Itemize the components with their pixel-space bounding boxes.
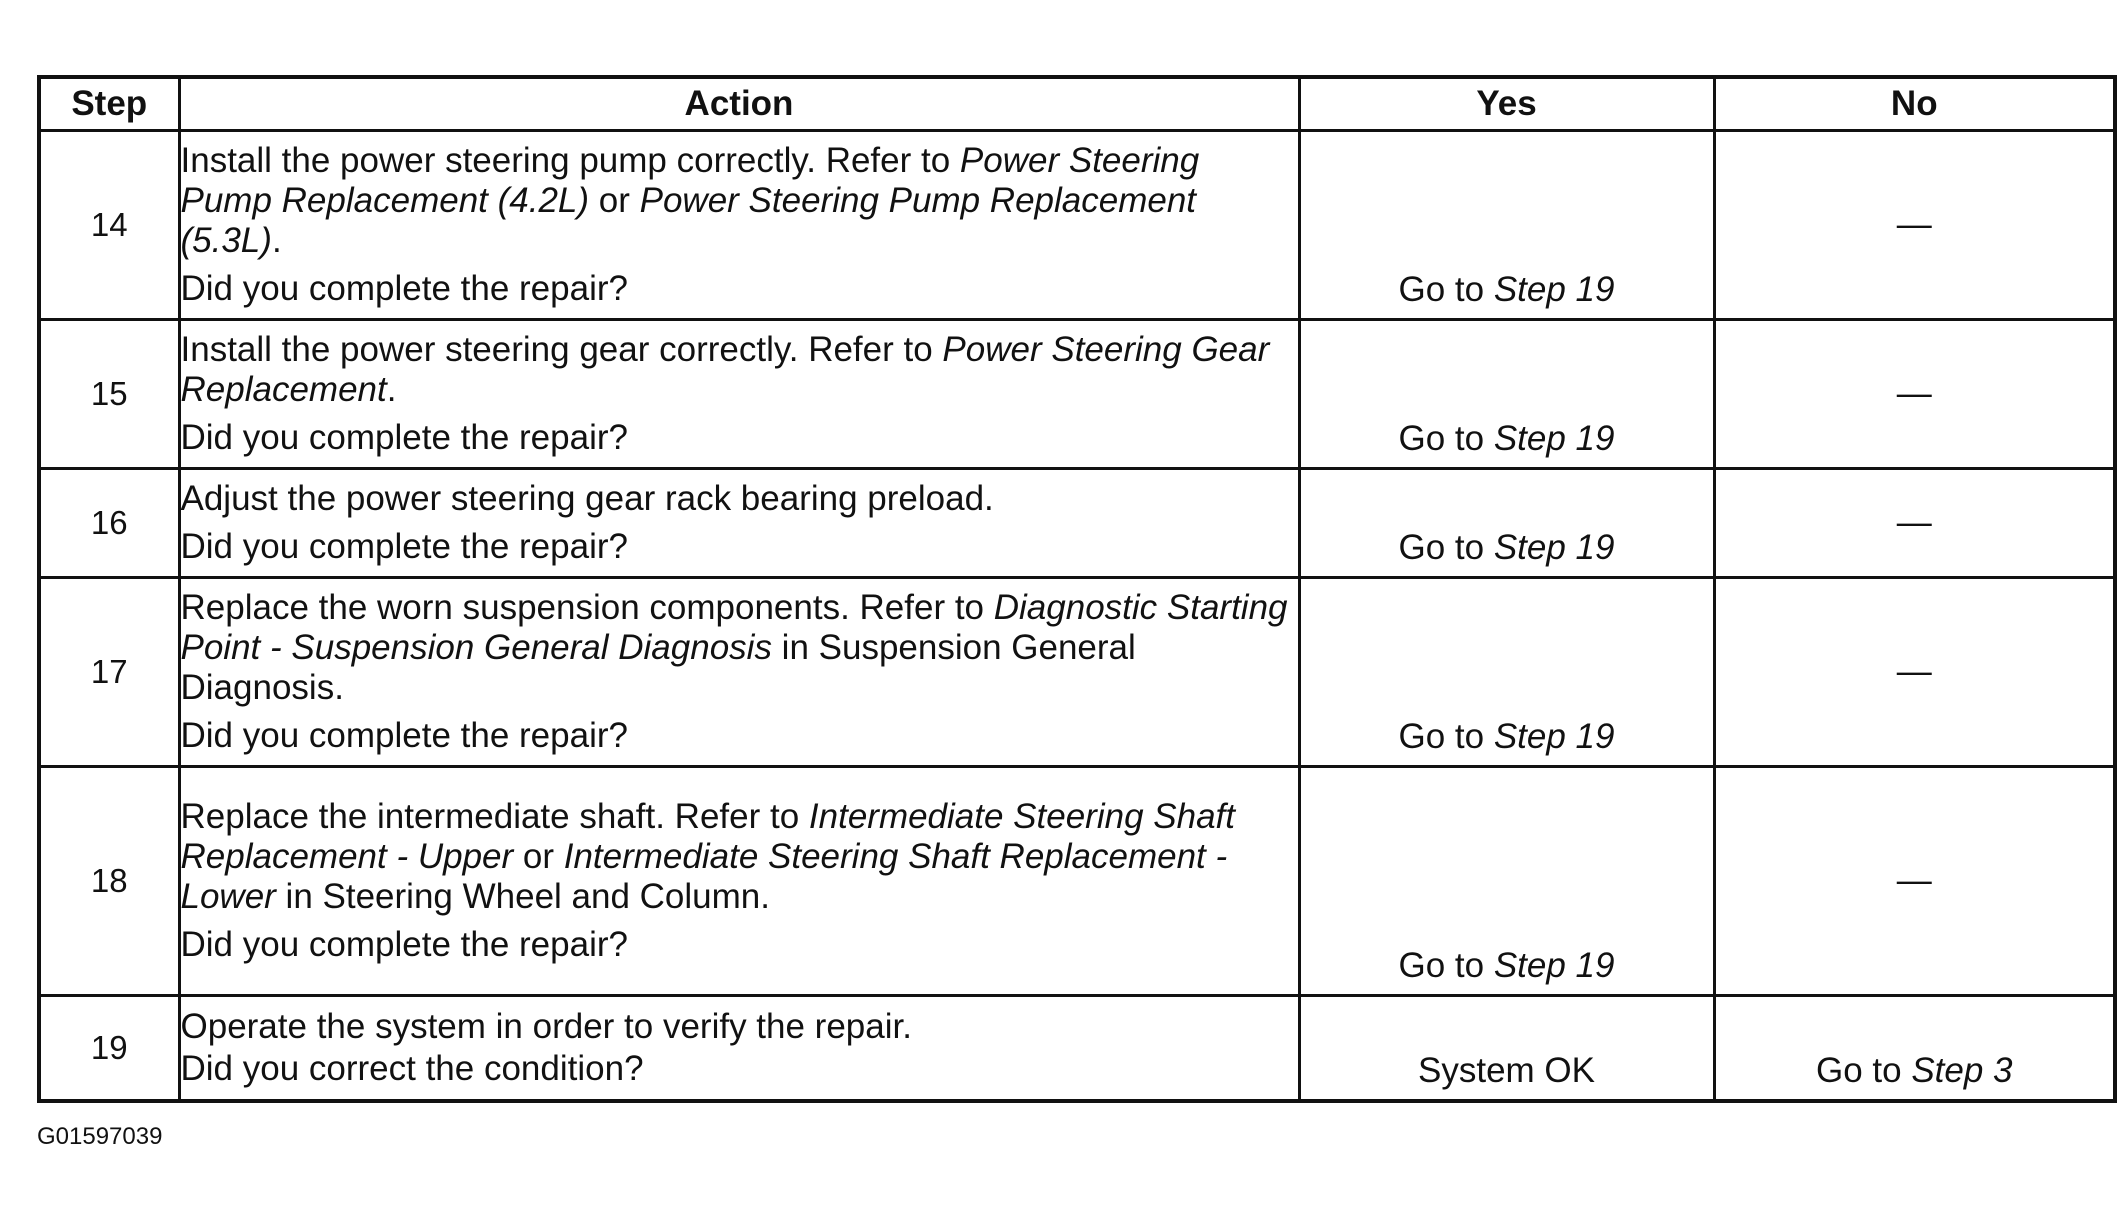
- yes-cell: [1299, 131, 1714, 320]
- action-cell: [179, 131, 1299, 320]
- action-question: Did you complete the repair?: [180, 269, 628, 308]
- table-row: [39, 996, 2115, 1102]
- action-instruction: [181, 588, 1298, 708]
- header-action: Action: [179, 77, 1299, 131]
- no-cell: [1714, 767, 2115, 996]
- action-text: or: [513, 837, 564, 876]
- no-cell: [1714, 131, 2115, 320]
- no-dash: —: [1896, 503, 1932, 542]
- action-text: Install the power steering pump correctly. Refer to: [180, 141, 960, 180]
- action-text: in Suspension General Diagnosis.: [180, 628, 1136, 707]
- goto-prefix: Go to: [1398, 946, 1494, 985]
- goto-prefix: Go to: [1398, 419, 1494, 458]
- action-text: Replace the worn suspension components. Refer to: [180, 588, 994, 627]
- header-no: No: [1714, 77, 2115, 131]
- action-cell: [179, 578, 1299, 767]
- no-dash: —: [1896, 652, 1932, 691]
- table-row: [39, 578, 2115, 767]
- header-step: Step: [39, 77, 179, 131]
- yes-goto: [1301, 717, 1713, 757]
- reference-link[interactable]: Intermediate Steering Shaft Replacement - Upper: [180, 797, 1235, 876]
- step-link[interactable]: Step 19: [1493, 946, 1615, 985]
- action-instruction: [181, 330, 1298, 410]
- goto-prefix: Go to: [1398, 528, 1494, 567]
- action-text: Install the power steering gear correctly. Refer to: [180, 330, 943, 369]
- yes-cell: [1299, 996, 1714, 1102]
- action-cell: [179, 767, 1299, 996]
- no-cell: [1714, 996, 2115, 1102]
- action-question: Did you complete the repair?: [180, 716, 628, 755]
- action-question: Did you complete the repair?: [180, 925, 628, 964]
- action-question: Did you correct the condition?: [180, 1049, 644, 1088]
- no-dash: —: [1896, 861, 1932, 900]
- yes-goto: [1301, 528, 1713, 568]
- step-link[interactable]: Step 19: [1493, 419, 1615, 458]
- no-cell: [1714, 320, 2115, 469]
- yes-result: System OK: [1418, 1051, 1595, 1090]
- reference-link[interactable]: Power Steering Pump Replacement (4.2L): [180, 141, 1200, 220]
- header-row: [39, 77, 2115, 131]
- table-row: [39, 767, 2115, 996]
- yes-goto: [1301, 946, 1713, 986]
- header-yes: Yes: [1299, 77, 1714, 131]
- goto-prefix: Go to: [1398, 717, 1494, 756]
- step-number: 18: [39, 767, 179, 996]
- no-dash: —: [1896, 374, 1932, 413]
- reference-link[interactable]: Power Steering Gear Replacement: [180, 330, 1270, 409]
- no-cell: [1714, 469, 2115, 578]
- table-row: [39, 131, 2115, 320]
- action-cell: [179, 469, 1299, 578]
- figure-id: G01597039: [37, 1123, 163, 1150]
- action-text: in Steering Wheel and Column.: [275, 877, 770, 916]
- action-instruction: [181, 797, 1298, 917]
- no-goto: [1716, 1051, 2114, 1091]
- action-text: or: [589, 181, 640, 220]
- no-cell: [1714, 578, 2115, 767]
- step-number: 17: [39, 578, 179, 767]
- yes-cell: [1299, 469, 1714, 578]
- step-number: 15: [39, 320, 179, 469]
- step-link[interactable]: Step 19: [1493, 528, 1615, 567]
- yes-goto: [1301, 270, 1713, 310]
- action-cell: [179, 996, 1299, 1102]
- action-question: Did you complete the repair?: [180, 418, 628, 457]
- reference-link[interactable]: Power Steering Pump Replacement (5.3L): [180, 181, 1197, 260]
- action-question: Did you complete the repair?: [180, 527, 628, 566]
- step-link[interactable]: Step 19: [1493, 270, 1615, 309]
- action-text: Adjust the power steering gear rack bearing preload.: [180, 479, 994, 518]
- reference-link[interactable]: Intermediate Steering Shaft Replacement - Lower: [180, 837, 1228, 916]
- step-link[interactable]: Step 3: [1911, 1051, 2013, 1090]
- goto-prefix: Go to: [1398, 270, 1494, 309]
- diagnostic-table: [37, 75, 2117, 1103]
- reference-link[interactable]: Diagnostic Starting Point - Suspension General Diagnosis: [180, 588, 1288, 667]
- yes-cell: [1299, 767, 1714, 996]
- goto-prefix: Go to: [1815, 1051, 1912, 1090]
- yes-cell: [1299, 320, 1714, 469]
- action-instruction: [181, 141, 1298, 261]
- step-number: 19: [39, 996, 179, 1102]
- action-cell: [179, 320, 1299, 469]
- table-row: [39, 469, 2115, 578]
- action-instruction: [181, 479, 1298, 519]
- table-row: [39, 320, 2115, 469]
- action-text: Operate the system in order to verify the repair.: [180, 1007, 912, 1046]
- action-instruction: [181, 1007, 1298, 1047]
- step-link[interactable]: Step 19: [1493, 717, 1615, 756]
- no-dash: —: [1896, 205, 1932, 244]
- yes-cell: [1299, 578, 1714, 767]
- step-number: 14: [39, 131, 179, 320]
- action-text: .: [386, 370, 397, 409]
- action-text: .: [271, 221, 282, 260]
- yes-goto: [1301, 419, 1713, 459]
- action-text: Replace the intermediate shaft. Refer to: [180, 797, 809, 836]
- step-number: 16: [39, 469, 179, 578]
